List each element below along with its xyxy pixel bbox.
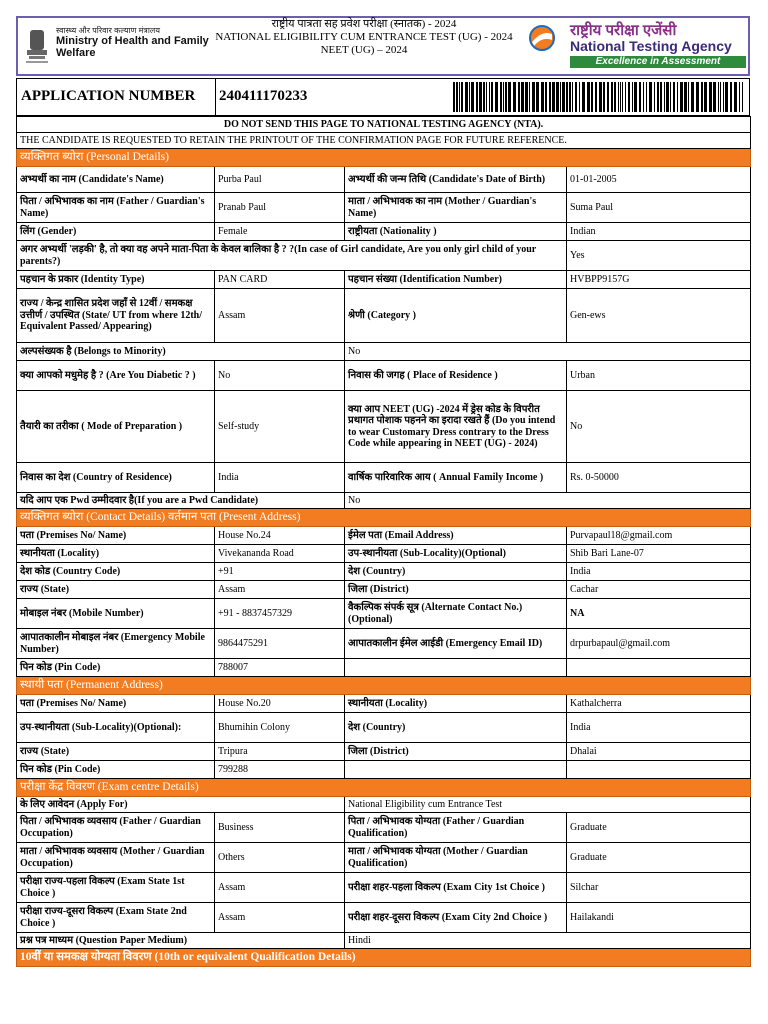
barcode-bar: [709, 82, 712, 112]
field-label: पहचान संख्या (Identification Number): [345, 271, 567, 289]
barcode-bar: [575, 82, 577, 112]
barcode-bar: [503, 82, 504, 112]
alt-contact-value: NA: [567, 599, 751, 629]
nationality-value: Indian: [567, 223, 751, 241]
application-number-label: APPLICATION NUMBER: [21, 88, 196, 104]
notice-row: [17, 133, 751, 149]
barcode-bar: [720, 82, 721, 112]
field-label: श्रेणी (Category ): [345, 289, 567, 343]
empty-cell: [345, 761, 567, 779]
table-row: [17, 527, 751, 545]
apply-for-value: National Eligibility cum Entrance Test: [345, 797, 751, 813]
field-label: उप-स्थानीयता (Sub-Locality)(Optional): [345, 545, 567, 563]
field-label: मोबाइल नंबर (Mobile Number): [17, 599, 215, 629]
barcode-bar: [666, 82, 669, 112]
field-label: राष्ट्रीयता (Nationality ): [345, 223, 567, 241]
barcode-bar: [673, 82, 675, 112]
present-country-value: India: [567, 563, 751, 581]
barcode-bar: [453, 82, 455, 112]
field-label: राज्य / केन्द्र शासित प्रदेश जहाँ से 12वीं / समकक्ष उत्तीर्ण / उपस्थित (State/ UT from where 12th/ Equivalent Passed/ Appearing): [17, 289, 215, 343]
section-qualification-title: 10वीं या समकक्ष योग्यता विवरण (10th or equivalent Qualification Details): [17, 949, 751, 967]
barcode-bar: [595, 82, 597, 112]
field-label: निवास का देश (Country of Residence): [17, 463, 215, 493]
dress-code-value: No: [567, 391, 751, 463]
pwd-value: No: [345, 493, 751, 509]
field-label: परीक्षा राज्य-पहला विकल्प (Exam State 1st Choice ): [17, 873, 215, 903]
barcode-bar: [486, 82, 487, 112]
barcode-bar: [552, 82, 555, 112]
nta-name: National Testing Agency: [570, 38, 732, 54]
field-label: परीक्षा शहर-दूसरा विकल्प (Exam City 2nd Choice ): [345, 903, 567, 933]
income-value: Rs. 0-50000: [567, 463, 751, 493]
id-number-value: HVBPP9157G: [567, 271, 751, 289]
father-name-value: Pranab Paul: [215, 193, 345, 223]
field-label: अभ्यर्थी की जन्म तिथि (Candidate's Date of Birth): [345, 167, 567, 193]
barcode-bar: [525, 82, 528, 112]
diabetic-value: No: [215, 361, 345, 391]
field-label: परीक्षा शहर-पहला विकल्प (Exam City 1st Choice ): [345, 873, 567, 903]
barcode-bar: [579, 82, 580, 112]
nta-name-hindi: राष्ट्रीय परीक्षा एजेंसी: [570, 22, 677, 39]
residence-place-value: Urban: [567, 361, 751, 391]
section-header: [17, 949, 751, 967]
barcode-bar: [461, 82, 463, 112]
barcode-bar: [532, 82, 535, 112]
barcode-bar: [491, 82, 493, 112]
barcode-bar: [483, 82, 485, 112]
barcode-bar: [643, 82, 644, 112]
barcode-bar: [670, 82, 671, 112]
table-row: [17, 599, 751, 629]
field-label: पिन कोड (Pin Code): [17, 659, 215, 677]
divider: [215, 79, 216, 115]
table-row: [17, 695, 751, 713]
barcode-bar: [734, 82, 737, 112]
barcode-bar: [566, 82, 568, 112]
table-row: [17, 223, 751, 241]
confirmation-table: [16, 116, 751, 967]
field-label: निवास की जगह ( Place of Residence ): [345, 361, 567, 391]
table-row: [17, 343, 751, 361]
barcode-bar: [730, 82, 732, 112]
field-label: यदि आप एक Pwd उम्मीदवार है(If you are a Pwd Candidate): [17, 493, 345, 509]
barcode-bar: [649, 82, 652, 112]
barcode-bar: [618, 82, 619, 112]
field-label: आपातकालीन ईमेल आईडी (Emergency Email ID): [345, 629, 567, 659]
barcode-bar: [607, 82, 609, 112]
exam-title-short: NEET (UG) – 2024: [320, 44, 408, 56]
barcode-bar: [545, 82, 547, 112]
dob-value: 01-01-2005: [567, 167, 751, 193]
table-row: [17, 933, 751, 949]
table-row: [17, 873, 751, 903]
permanent-state-value: Tripura: [215, 743, 345, 761]
field-label: क्या आप NEET (UG) -2024 में ड्रेस कोड के विपरीत प्रथागत पोशाक पहनने का इरादा रखते हैं (Do you intend to wear Customary Dress contrary to the Dress Code while appearing in NEET (UG) - 2024): [345, 391, 567, 463]
present-pin-value: 788007: [215, 659, 345, 677]
field-label: माता / अभिभावक व्यवसाय (Mother / Guardian Occupation): [17, 843, 215, 873]
exam-city-1-value: Silchar: [567, 873, 751, 903]
exam-state-1-value: Assam: [215, 873, 345, 903]
mobile-value: +91 - 8837457329: [215, 599, 345, 629]
present-sublocality-value: Shib Bari Lane-07: [567, 545, 751, 563]
section-personal-title: व्यक्तिगत ब्योरा (Personal Details): [17, 149, 751, 167]
table-row: [17, 361, 751, 391]
girl-child-value: Yes: [567, 241, 751, 271]
barcode: [451, 81, 747, 113]
table-row: [17, 629, 751, 659]
barcode-bar: [739, 82, 740, 112]
table-row: [17, 713, 751, 743]
field-label: अभ्यर्थी का नाम (Candidate's Name): [17, 167, 215, 193]
section-permanent-title: स्थायी पता (Permanent Address): [17, 677, 751, 695]
barcode-bar: [500, 82, 502, 112]
section-contact-title: व्यक्तिगत ब्योरा (Contact Details) वर्तमान पता (Present Address): [17, 509, 751, 527]
barcode-bar: [521, 82, 524, 112]
exam-city-2-value: Hailakandi: [567, 903, 751, 933]
barcode-bar: [518, 82, 520, 112]
section-header: [17, 779, 751, 797]
barcode-bar: [476, 82, 478, 112]
table-row: [17, 271, 751, 289]
field-label: ईमेल पता (Email Address): [345, 527, 567, 545]
barcode-bar: [536, 82, 539, 112]
permanent-locality-value: Kathalcherra: [567, 695, 751, 713]
field-label: पिता / अभिभावक का नाम (Father / Guardian's Name): [17, 193, 215, 223]
field-label: जिला (District): [345, 581, 567, 599]
table-row: [17, 391, 751, 463]
barcode-bar: [628, 82, 630, 112]
ministry-hindi: स्वास्थ्य और परिवार कल्याण मंत्रालय: [56, 26, 160, 35]
table-row: [17, 463, 751, 493]
national-emblem-icon: [24, 28, 50, 66]
country-residence-value: India: [215, 463, 345, 493]
barcode-bar: [620, 82, 621, 112]
barcode-bar: [479, 82, 482, 112]
barcode-bar: [725, 82, 728, 112]
present-state-value: Assam: [215, 581, 345, 599]
barcode-bar: [677, 82, 678, 112]
field-label: राज्य (State): [17, 743, 215, 761]
category-value: Gen-ews: [567, 289, 751, 343]
barcode-bar: [704, 82, 707, 112]
barcode-bar: [587, 82, 590, 112]
barcode-bar: [465, 82, 468, 112]
medium-value: Hindi: [345, 933, 751, 949]
field-label: पता (Premises No/ Name): [17, 695, 215, 713]
field-label: पहचान के प्रकार (Identity Type): [17, 271, 215, 289]
section-header: [17, 509, 751, 527]
application-number-row: [16, 78, 750, 116]
permanent-sublocality-value: Bhumihin Colony: [215, 713, 345, 743]
empty-cell: [345, 659, 567, 677]
exam-title: [214, 18, 514, 57]
barcode-bar: [489, 82, 490, 112]
barcode-bar: [688, 82, 689, 112]
barcode-bar: [560, 82, 561, 112]
nta-logo-icon: [528, 24, 556, 52]
barcode-bar: [654, 82, 655, 112]
gender-value: Female: [215, 223, 345, 241]
section-header: [17, 677, 751, 695]
field-label: आपातकालीन मोबाइल नंबर (Emergency Mobile Number): [17, 629, 215, 659]
section-exam-centre-title: परीक्षा केंद्र विवरण (Exam centre Details): [17, 779, 751, 797]
field-label: माता / अभिभावक योग्यता (Mother / Guardian Qualification): [345, 843, 567, 873]
notice-send: DO NOT SEND THIS PAGE TO NATIONAL TESTING AGENCY (NTA).: [17, 117, 751, 133]
table-row: [17, 813, 751, 843]
field-label: प्रश्न पत्र माध्यम (Question Paper Medium): [17, 933, 345, 949]
field-label: राज्य (State): [17, 581, 215, 599]
barcode-bar: [723, 82, 724, 112]
mother-qualification-value: Graduate: [567, 843, 751, 873]
candidate-name-value: Purba Paul: [215, 167, 345, 193]
field-label: पिन कोड (Pin Code): [17, 761, 215, 779]
table-row: [17, 843, 751, 873]
barcode-bar: [611, 82, 613, 112]
field-label: पिता / अभिभावक व्यवसाय (Father / Guardian Occupation): [17, 813, 215, 843]
father-occupation-value: Business: [215, 813, 345, 843]
present-locality-value: Vivekananda Road: [215, 545, 345, 563]
exam-title-english: NATIONAL ELIGIBILITY CUM ENTRANCE TEST (UG) - 2024: [215, 31, 513, 43]
table-row: [17, 167, 751, 193]
barcode-bar: [572, 82, 573, 112]
emergency-mobile-value: 9864475291: [215, 629, 345, 659]
barcode-bar: [541, 82, 544, 112]
barcode-bar: [556, 82, 559, 112]
field-label: स्थानीयता (Locality): [17, 545, 215, 563]
mother-name-value: Suma Paul: [567, 193, 751, 223]
table-row: [17, 493, 751, 509]
table-row: [17, 761, 751, 779]
barcode-bar: [680, 82, 683, 112]
barcode-bar: [562, 82, 565, 112]
field-label: उप-स्थानीयता (Sub-Locality)(Optional):: [17, 713, 215, 743]
barcode-bar: [549, 82, 551, 112]
table-row: [17, 193, 751, 223]
barcode-bar: [632, 82, 633, 112]
field-label: वार्षिक पारिवारिक आय ( Annual Family Income ): [345, 463, 567, 493]
barcode-bar: [599, 82, 602, 112]
present-district-value: Cachar: [567, 581, 751, 599]
field-label: पिता / अभिभावक योग्यता (Father / Guardian Qualification): [345, 813, 567, 843]
barcode-bar: [603, 82, 605, 112]
table-row: [17, 241, 751, 271]
table-row: [17, 743, 751, 761]
father-qualification-value: Graduate: [567, 813, 751, 843]
barcode-bar: [569, 82, 571, 112]
permanent-district-value: Dhalai: [567, 743, 751, 761]
field-label: स्थानीयता (Locality): [345, 695, 567, 713]
barcode-bar: [684, 82, 687, 112]
barcode-bar: [508, 82, 511, 112]
barcode-bar: [582, 82, 585, 112]
barcode-bar: [664, 82, 665, 112]
field-label: क्या आपको मधुमेह है ? (Are You Diabetic ? ): [17, 361, 215, 391]
empty-cell: [567, 761, 751, 779]
table-row: [17, 903, 751, 933]
field-label: देश (Country): [345, 563, 567, 581]
barcode-bar: [691, 82, 694, 112]
barcode-bar: [459, 82, 460, 112]
field-label: परीक्षा राज्य-दूसरा विकल्प (Exam State 2nd Choice ): [17, 903, 215, 933]
country-code-value: +91: [215, 563, 345, 581]
barcode-bar: [456, 82, 458, 112]
mother-occupation-value: Others: [215, 843, 345, 873]
email-value: Purvapaul18@gmail.com: [567, 527, 751, 545]
state-12th-value: Assam: [215, 289, 345, 343]
barcode-bar: [471, 82, 474, 112]
field-label: अल्पसंख्यक है (Belongs to Minority): [17, 343, 345, 361]
barcode-bar: [622, 82, 623, 112]
application-number-value: 240411170233: [219, 88, 308, 104]
nta-brand: [570, 22, 748, 68]
preparation-value: Self-study: [215, 391, 345, 463]
barcode-bar: [639, 82, 641, 112]
id-type-value: PAN CARD: [215, 271, 345, 289]
table-row: [17, 289, 751, 343]
minority-value: No: [345, 343, 751, 361]
barcode-bar: [513, 82, 516, 112]
present-premises-value: House No.24: [215, 527, 345, 545]
table-row: [17, 563, 751, 581]
notice-row: [17, 117, 751, 133]
barcode-bar: [469, 82, 470, 112]
field-label: अगर अभ्यर्थी 'लड़की' है, तो क्या वह अपने माता-पिता के केवल बालिका है ? ?(In case of Girl candidate, Are you only girl child of your parents?): [17, 241, 567, 271]
field-label: तैयारी का तरीका ( Mode of Preparation ): [17, 391, 215, 463]
permanent-premises-value: House No.20: [215, 695, 345, 713]
barcode-bar: [701, 82, 703, 112]
barcode-bar: [505, 82, 507, 112]
exam-state-2-value: Assam: [215, 903, 345, 933]
field-label: के लिए आवेदन (Apply For): [17, 797, 345, 813]
table-row: [17, 797, 751, 813]
barcode-bar: [742, 82, 743, 112]
emergency-email-value: drpurbapaul@gmail.com: [567, 629, 751, 659]
exam-title-hindi: राष्ट्रीय पात्रता सह प्रवेश परीक्षा (स्नातक) - 2024: [271, 18, 457, 30]
nta-tagline: Excellence in Assessment: [570, 56, 746, 68]
permanent-country-value: India: [567, 713, 751, 743]
barcode-bar: [696, 82, 699, 112]
barcode-bar: [713, 82, 716, 112]
barcode-bar: [591, 82, 593, 112]
field-label: माता / अभिभावक का नाम (Mother / Guardian's Name): [345, 193, 567, 223]
field-label: देश कोड (Country Code): [17, 563, 215, 581]
barcode-bar: [495, 82, 498, 112]
field-label: पता (Premises No/ Name): [17, 527, 215, 545]
barcode-bar: [634, 82, 637, 112]
barcode-bar: [657, 82, 659, 112]
barcode-bar: [718, 82, 719, 112]
table-row: [17, 545, 751, 563]
page-header: [16, 16, 750, 76]
table-row: [17, 581, 751, 599]
notice-retain: THE CANDIDATE IS REQUESTED TO RETAIN THE PRINTOUT OF THE CONFIRMATION PAGE FOR FUTURE REFERENCE.: [17, 133, 751, 149]
barcode-bar: [625, 82, 626, 112]
field-label: वैकल्पिक संपर्क सूत्र (Alternate Contact No.) (Optional): [345, 599, 567, 629]
field-label: जिला (District): [345, 743, 567, 761]
field-label: लिंग (Gender): [17, 223, 215, 241]
permanent-pin-value: 799288: [215, 761, 345, 779]
field-label: देश (Country): [345, 713, 567, 743]
table-row: [17, 659, 751, 677]
empty-cell: [567, 659, 751, 677]
section-header: [17, 149, 751, 167]
barcode-bar: [646, 82, 647, 112]
barcode-bar: [614, 82, 616, 112]
ministry-name: Ministry of Health and Family Welfare: [56, 35, 209, 59]
barcode-bar: [660, 82, 662, 112]
ministry-block: [56, 26, 216, 59]
barcode-bar: [529, 82, 530, 112]
